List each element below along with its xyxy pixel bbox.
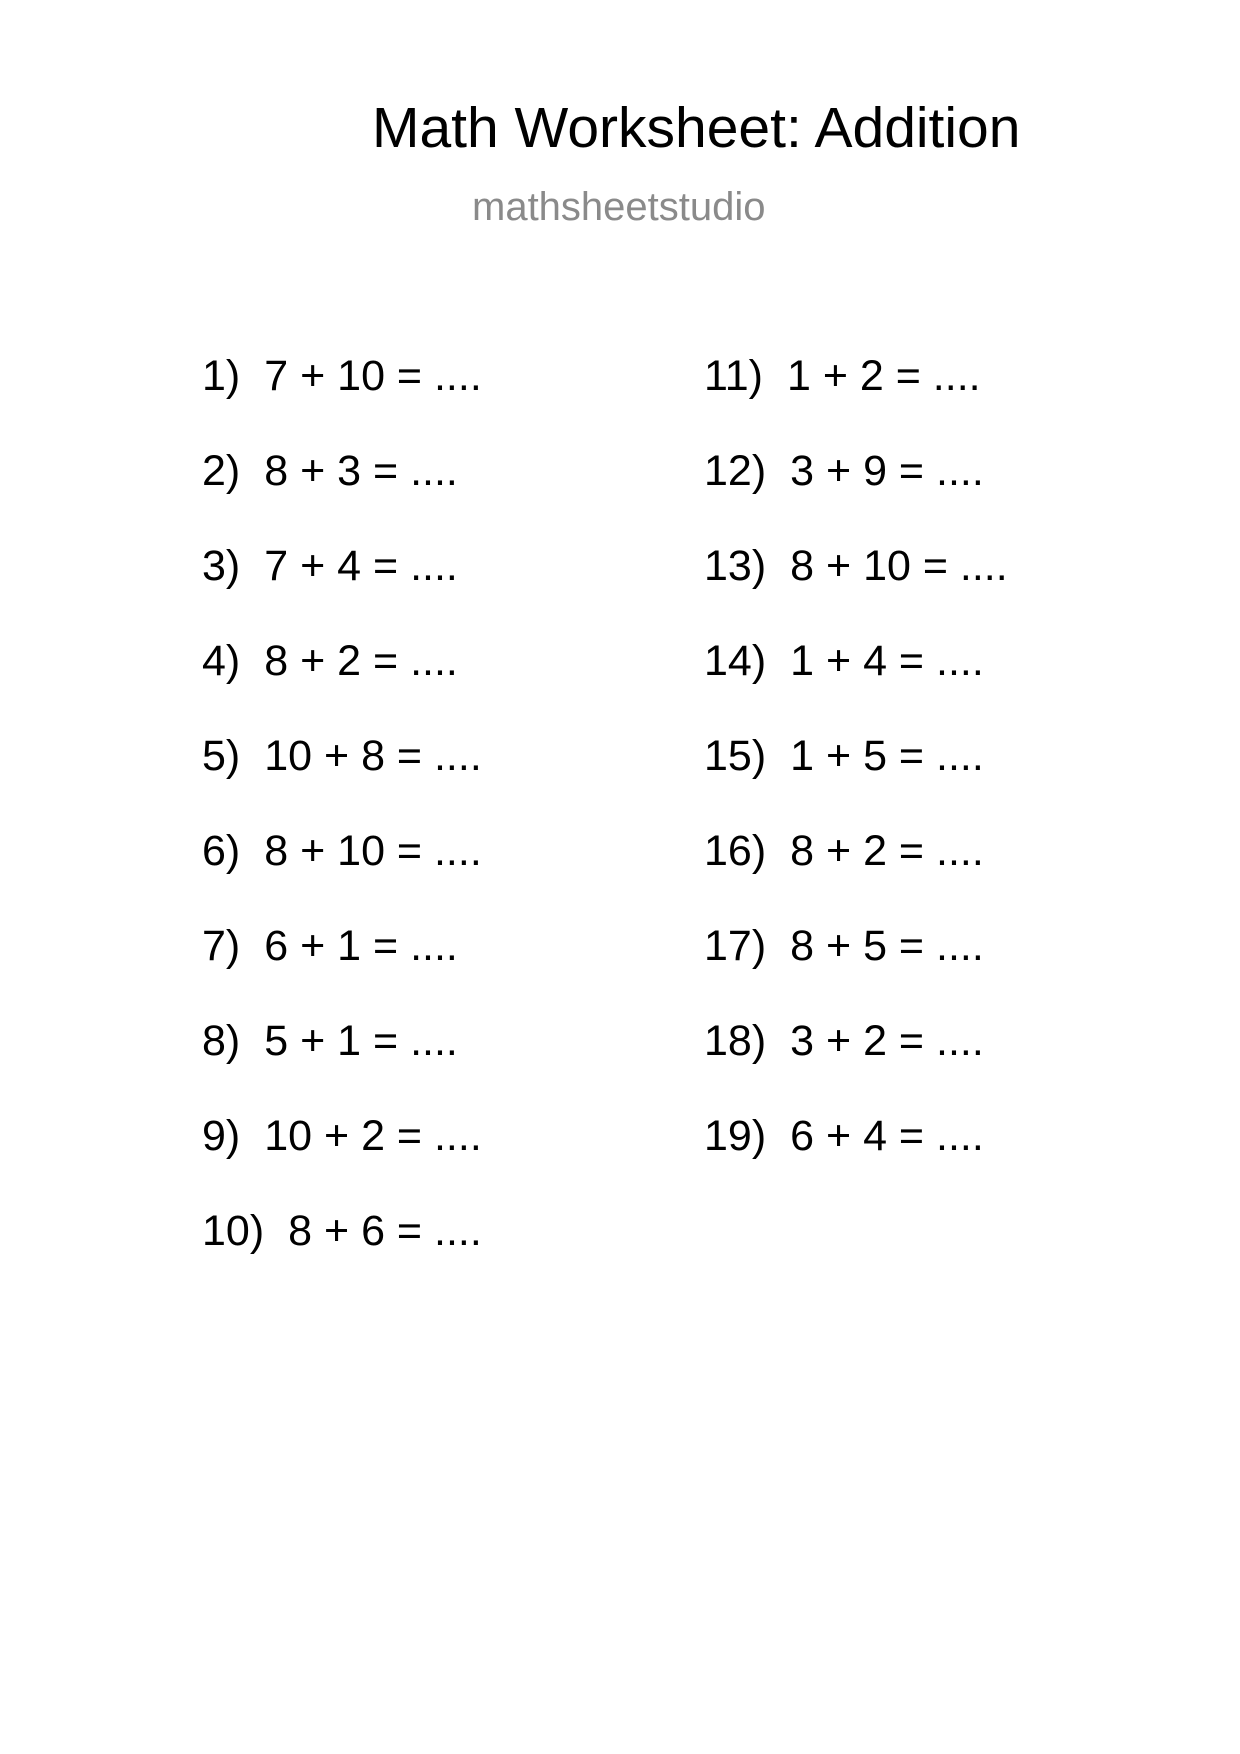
problem-number: 19) — [704, 1112, 767, 1160]
problem-number: 9) — [202, 1112, 241, 1160]
problem-number: 11) — [704, 352, 763, 400]
problem-expression: 1 + 4 = .... — [790, 637, 984, 685]
problem-expression: 10 + 8 = .... — [264, 732, 482, 780]
problem-expression: 8 + 2 = .... — [264, 637, 458, 685]
problem-item — [202, 1017, 482, 1115]
problem-number: 10) — [202, 1207, 265, 1255]
problem-item — [202, 637, 482, 735]
problem-column-right — [704, 352, 1008, 1210]
publisher-name: mathsheetstudio — [472, 185, 766, 229]
problem-expression: 6 + 4 = .... — [790, 1112, 984, 1160]
problem-item — [704, 1017, 1008, 1115]
problem-expression: 10 + 2 = .... — [264, 1112, 482, 1160]
problem-expression: 8 + 10 = .... — [790, 542, 1008, 590]
problem-item — [704, 827, 1008, 925]
problem-item — [202, 1112, 482, 1210]
problem-number: 14) — [704, 637, 767, 685]
problem-item — [202, 447, 482, 545]
problem-expression: 3 + 9 = .... — [790, 447, 984, 495]
problem-expression: 8 + 5 = .... — [790, 922, 984, 970]
problem-number: 5) — [202, 732, 241, 780]
problem-item — [704, 637, 1008, 735]
problem-expression: 8 + 2 = .... — [790, 827, 984, 875]
problem-number: 13) — [704, 542, 767, 590]
problem-expression: 8 + 3 = .... — [264, 447, 458, 495]
problem-expression: 7 + 10 = .... — [264, 352, 482, 400]
problem-expression: 8 + 6 = .... — [288, 1207, 482, 1255]
problem-number: 7) — [202, 922, 241, 970]
problem-number: 15) — [704, 732, 767, 780]
problem-item — [704, 352, 1008, 450]
worksheet-title: Math Worksheet: Addition — [372, 96, 1021, 160]
problem-expression: 7 + 4 = .... — [264, 542, 458, 590]
problem-column-left — [202, 352, 482, 1305]
problem-item — [202, 732, 482, 830]
problem-number: 1) — [202, 352, 241, 400]
problem-number: 8) — [202, 1017, 241, 1065]
problem-number: 6) — [202, 827, 241, 875]
problem-item — [704, 1112, 1008, 1210]
problem-item — [202, 352, 482, 450]
problem-item — [704, 542, 1008, 640]
problem-number: 17) — [704, 922, 767, 970]
problem-number: 18) — [704, 1017, 767, 1065]
problem-expression: 1 + 5 = .... — [790, 732, 984, 780]
problem-number: 3) — [202, 542, 241, 590]
problem-expression: 8 + 10 = .... — [264, 827, 482, 875]
problem-expression: 3 + 2 = .... — [790, 1017, 984, 1065]
problem-expression: 5 + 1 = .... — [264, 1017, 458, 1065]
problem-item — [202, 922, 482, 1020]
problem-item — [202, 1207, 482, 1305]
problem-item — [202, 827, 482, 925]
problem-item — [704, 732, 1008, 830]
problem-item — [704, 447, 1008, 545]
problem-expression: 1 + 2 = .... — [786, 352, 981, 400]
problem-number: 12) — [704, 447, 767, 495]
problem-number: 16) — [704, 827, 767, 875]
problem-expression: 6 + 1 = .... — [264, 922, 458, 970]
problem-number: 4) — [202, 637, 241, 685]
problem-item — [704, 922, 1008, 1020]
problem-item — [202, 542, 482, 640]
problem-number: 2) — [202, 447, 241, 495]
